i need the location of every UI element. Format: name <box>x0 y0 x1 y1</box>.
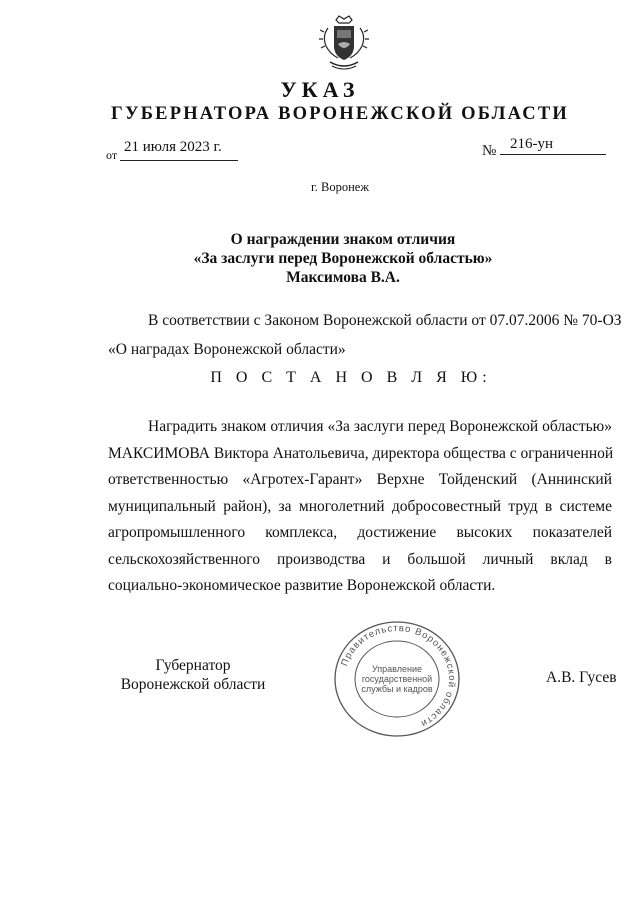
body-line: социально-экономическое развитие Воронежской области. <box>108 577 496 594</box>
subject-line: Максимова В.А. <box>286 269 400 286</box>
decree-word: П О С Т А Н О В Л Я Ю: <box>210 369 492 386</box>
document-title: УКАЗ <box>280 77 360 102</box>
stamp-text: Управление <box>371 664 423 674</box>
basis-line: В соответствии с Законом Воронежской области от 07.07.2006 № 70-ОЗ <box>148 312 622 329</box>
signatory-position-line: Воронежской области <box>120 676 266 693</box>
body-line: агропромышленного комплекса, достижение высоких показателей <box>108 524 612 541</box>
date-underline <box>120 160 238 161</box>
subject-line: О награждении знаком отличия <box>230 231 456 248</box>
body-line: МАКСИМОВА Виктора Анатольевича, директора общества с ограниченной <box>108 444 614 462</box>
date-prefix: от <box>106 148 118 162</box>
subject-line: «За заслуги перед Воронежской областью» <box>193 250 493 267</box>
coat-of-arms-icon <box>318 14 370 72</box>
signatory-name: А.В. Гусев <box>546 669 617 686</box>
body-line: муниципальный район), за многолетний добросовестный труд в системе <box>108 497 612 515</box>
number-underline <box>500 154 606 155</box>
body-line: сельскохозяйственного производства и большой личный вклад в <box>108 550 612 568</box>
stamp-text: государственной <box>361 674 433 684</box>
body-paragraph <box>108 414 612 600</box>
document-subtitle: ГУБЕРНАТОРА ВОРОНЕЖСКОЙ ОБЛАСТИ <box>110 104 569 124</box>
document-date: 21 июля 2023 г. <box>124 139 222 155</box>
official-stamp <box>333 620 461 738</box>
body-line: ответственностью «Агротех-Гарант» Верхне Тойденский (Аннинский <box>108 471 612 488</box>
stamp-text: службы и кадров <box>361 684 433 694</box>
city: г. Воронеж <box>311 180 369 194</box>
subject-block <box>0 230 640 287</box>
body-line: Наградить знаком отличия «За заслуги перед Воронежской областью» <box>148 418 612 435</box>
number-prefix: № <box>482 143 497 159</box>
signatory-position <box>108 656 278 694</box>
basis-line: «О наградах Воронежской области» <box>108 341 346 358</box>
signatory-position-line: Губернатор <box>155 657 231 674</box>
stamp-ring-text: Правительство Воронежской области <box>339 622 458 730</box>
document-number: 216-ун <box>510 136 554 152</box>
